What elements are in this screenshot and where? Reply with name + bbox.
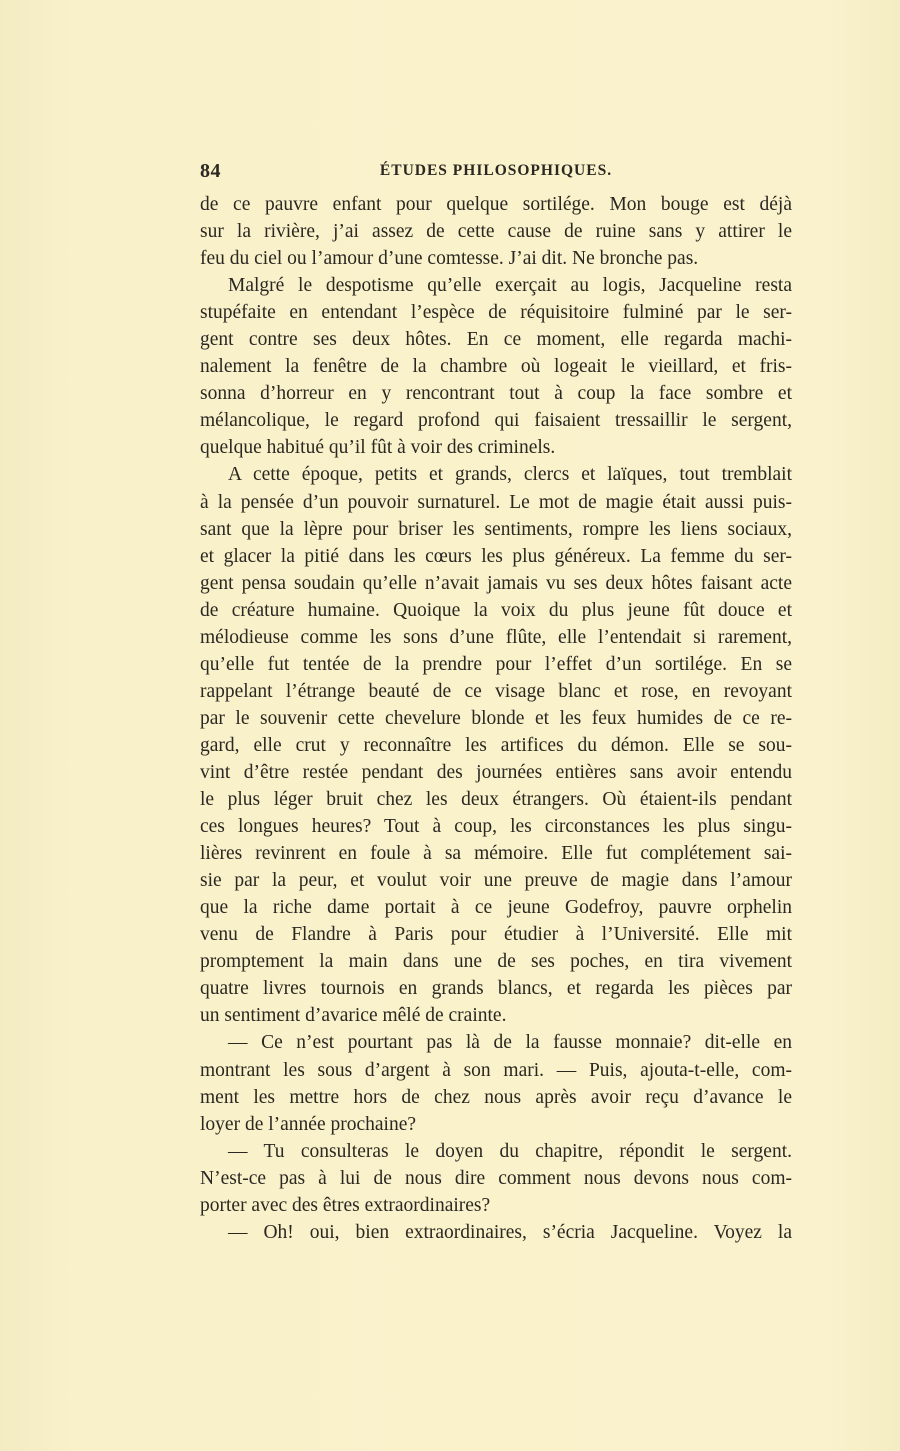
text-line: — Tu consulteras le doyen du chapitre, répondit le sergent. xyxy=(228,1140,792,1162)
text-line: à la pensée d’un pouvoir surnaturel. Le mot de magie était aussi puis- xyxy=(200,491,792,513)
text-line: — Oh! oui, bien extraordinaires, s’écria Jacqueline. Voyez la xyxy=(228,1221,792,1243)
text-line: porter avec des êtres extraordinaires? xyxy=(200,1194,491,1216)
text-line: de ce pauvre enfant pour quelque sortilége. Mon bouge est déjà xyxy=(200,194,792,215)
text-line: montrant les sous d’argent à son mari. — Puis, ajouta-t-elle, com- xyxy=(200,1059,792,1081)
paragraph xyxy=(200,191,792,272)
text-line: vint d’être restée pendant des journées entières sans avoir entendu xyxy=(200,761,792,783)
paragraph xyxy=(200,1219,792,1246)
paragraph xyxy=(200,461,792,1029)
text-line: quatre livres tournois en grands blancs, et regarda les pièces par xyxy=(200,978,792,1000)
text-line: gent contre ses deux hôtes. En ce moment, elle regarda machi- xyxy=(200,329,792,351)
page-number: 84 xyxy=(200,160,221,182)
text-line: venu de Flandre à Paris pour étudier à l’Université. Elle mit xyxy=(200,924,792,946)
text-line: quelque habitué qu’il fût à voir des criminels. xyxy=(200,437,556,459)
paragraph xyxy=(200,1029,792,1137)
text-line: mélodieuse comme les sons d’une flûte, elle l’entendait si rarement, xyxy=(200,626,792,648)
text-line: un sentiment d’avarice mêlé de crainte. xyxy=(200,1005,507,1027)
text-line: sant que la lèpre pour briser les sentiments, rompre les liens sociaux, xyxy=(200,518,792,540)
text-line: et glacer la pitié dans les cœurs les plus généreux. La femme du ser- xyxy=(200,545,792,567)
paragraph xyxy=(200,1138,792,1219)
text-line: rappelant l’étrange beauté de ce visage blanc et rose, en revoyant xyxy=(200,680,792,702)
text-line: ment les mettre hors de chez nous après avoir reçu d’avance le xyxy=(200,1086,792,1108)
text-line: que la riche dame portait à ce jeune Godefroy, pauvre orphelin xyxy=(200,897,792,919)
text-line: Malgré le despotisme qu’elle exerçait au logis, Jacqueline resta xyxy=(228,275,792,297)
text-line: promptement la main dans une de ses poches, en tira vivement xyxy=(200,951,792,973)
page-header xyxy=(200,160,792,186)
paragraph xyxy=(200,272,792,461)
running-title: ÉTUDES PHILOSOPHIQUES. xyxy=(379,162,613,179)
text-line: gent pensa soudain qu’elle n’avait jamais vu ses deux hôtes faisant acte xyxy=(200,572,792,594)
text-line: lières revinrent en foule à sa mémoire. Elle fut complétement sai- xyxy=(200,843,792,865)
body-text xyxy=(200,191,792,1246)
text-line: loyer de l’année prochaine? xyxy=(200,1113,417,1135)
text-line: A cette époque, petits et grands, clercs et laïques, tout tremblait xyxy=(228,464,792,486)
text-line: gard, elle crut y reconnaître les artifices du démon. Elle se sou- xyxy=(200,734,792,756)
text-line: sonna d’horreur en y rencontrant tout à coup la face sombre et xyxy=(200,383,792,405)
text-line: N’est-ce pas à lui de nous dire comment nous devons nous com- xyxy=(200,1167,792,1189)
text-line: qu’elle fut tentée de la prendre pour l’effet d’un sortilége. En se xyxy=(200,653,792,675)
text-line: feu du ciel ou l’amour d’une comtesse. J’ai dit. Ne bronche pas. xyxy=(200,248,699,270)
text-line: stupéfaite en entendant l’espèce de réquisitoire fulminé par le ser- xyxy=(200,302,792,324)
text-line: sur la rivière, j’ai assez de cette cause de ruine sans y attirer le xyxy=(200,221,792,243)
text-line: — Ce n’est pourtant pas là de la fausse monnaie? dit-elle en xyxy=(228,1032,792,1054)
text-line: sie par la peur, et voulut voir une preuve de magie dans l’amour xyxy=(200,870,792,892)
text-line: par le souvenir cette chevelure blonde et les feux humides de ce re- xyxy=(200,707,792,729)
text-line: de créature humaine. Quoique la voix du plus jeune fût douce et xyxy=(200,599,792,621)
text-line: ces longues heures? Tout à coup, les circonstances les plus singu- xyxy=(200,816,792,838)
text-line: mélancolique, le regard profond qui faisaient tressaillir le sergent, xyxy=(200,410,792,432)
text-line: nalement la fenêtre de la chambre où logeait le vieillard, et fris- xyxy=(200,356,792,378)
text-line: le plus léger bruit chez les deux étrangers. Où étaient-ils pendant xyxy=(200,789,792,811)
